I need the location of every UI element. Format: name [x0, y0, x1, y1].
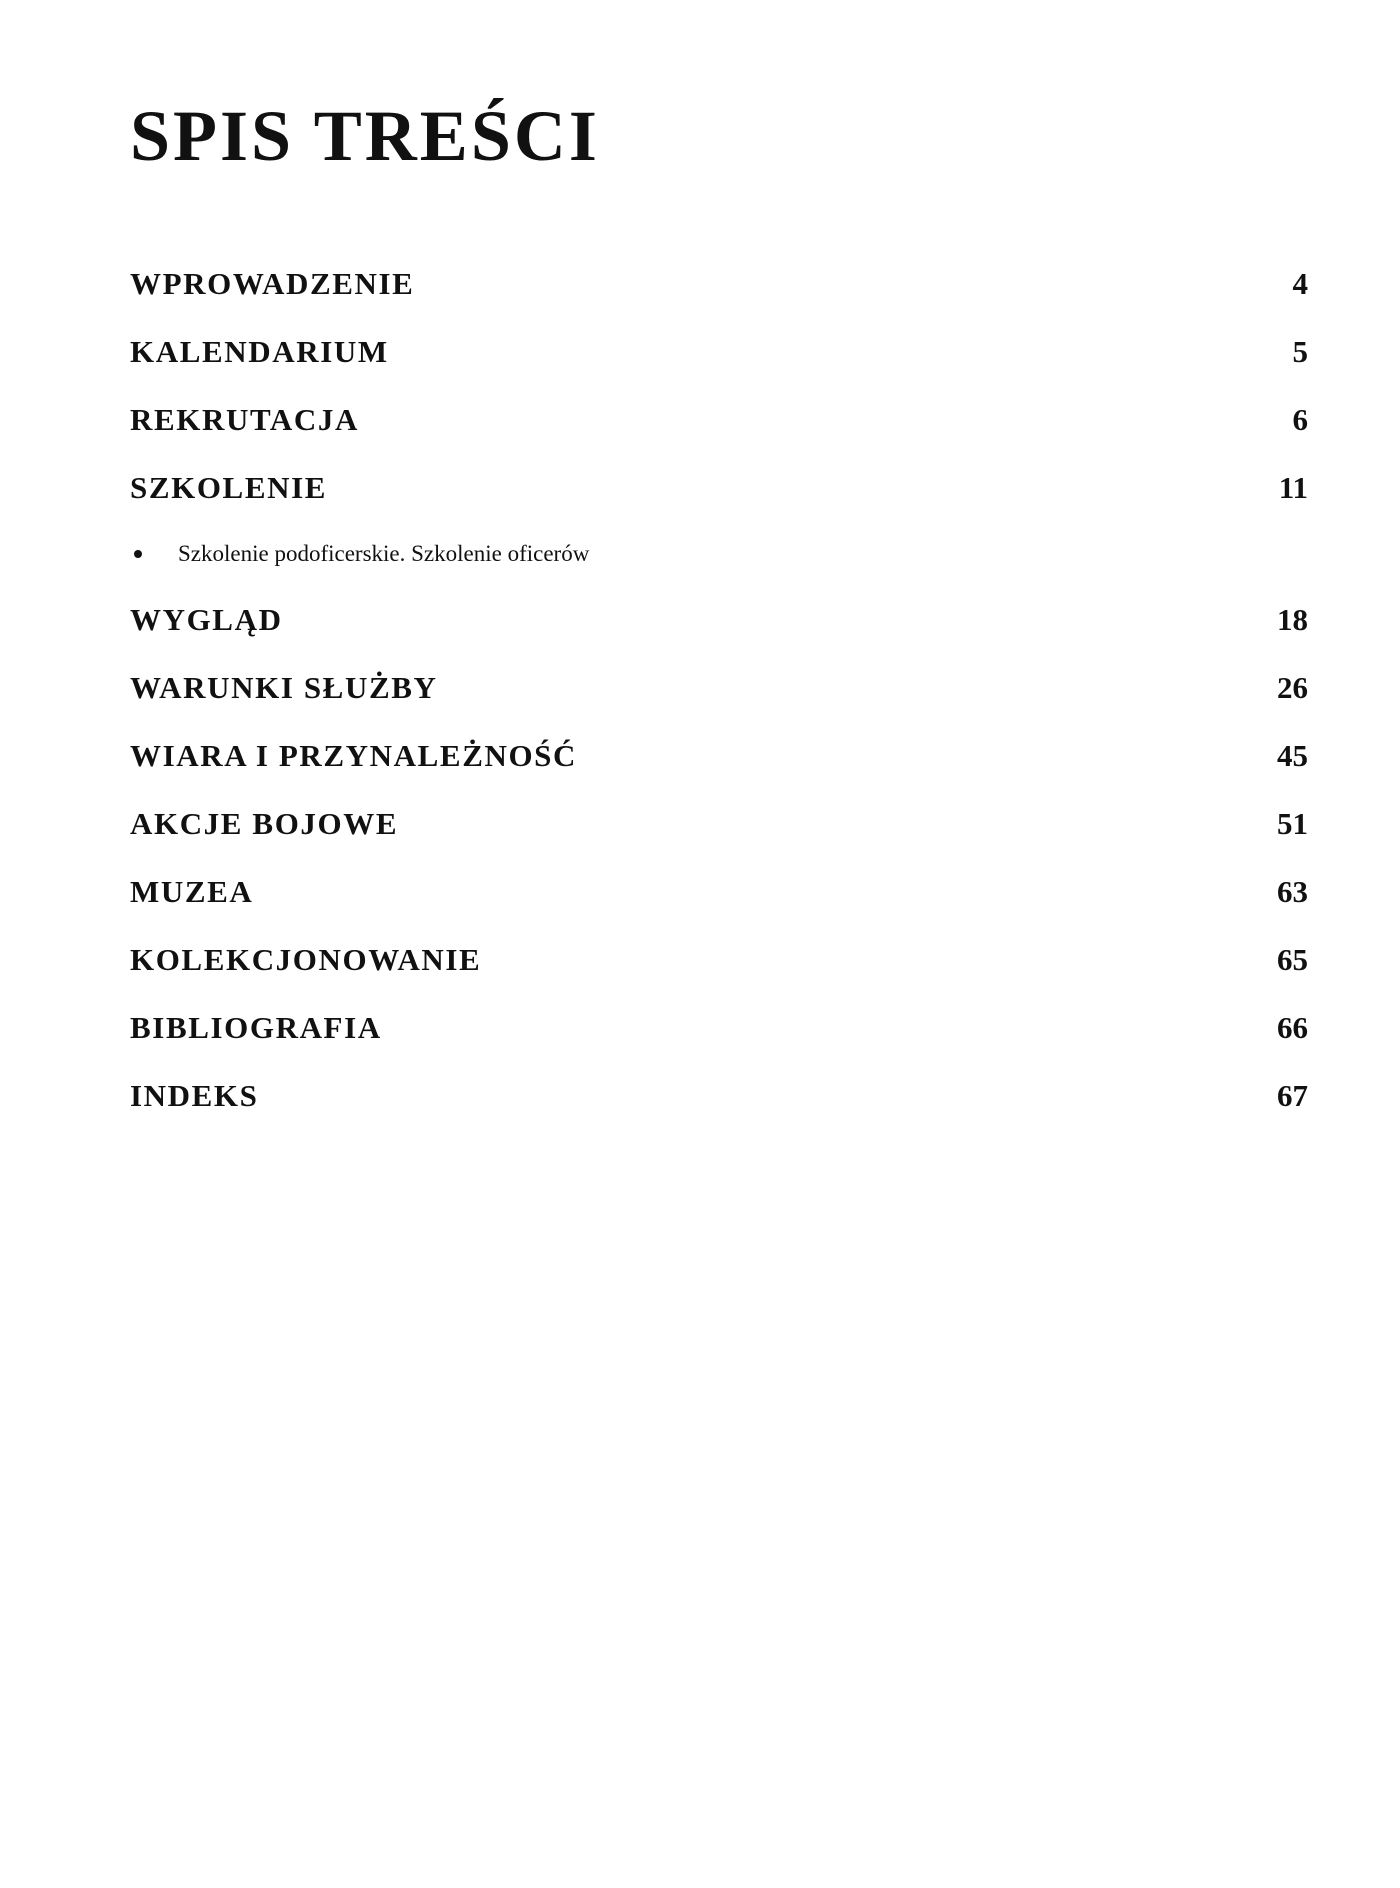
toc-entry-rekrutacja[interactable] [130, 386, 1308, 454]
toc-entry-page: 4 [1292, 266, 1308, 301]
toc-entry-wiara[interactable] [130, 722, 1308, 790]
toc-entry-akcje-bojowe[interactable] [130, 790, 1308, 858]
toc-entry-bibliografia[interactable] [130, 994, 1308, 1062]
toc-entry-label: WYGLĄD [130, 602, 283, 637]
toc-entry-muzea[interactable] [130, 858, 1308, 926]
toc-entry-page: 51 [1277, 806, 1308, 841]
toc-entry-page: 63 [1277, 874, 1308, 909]
page-title: SPIS TREŚCI [130, 96, 600, 176]
toc-entry-label: REKRUTACJA [130, 402, 359, 437]
toc-entry-wprowadzenie[interactable] [130, 250, 1308, 318]
table-of-contents [130, 250, 1308, 1130]
toc-entry-label: KOLEKCJONOWANIE [130, 942, 482, 977]
toc-entry-page: 67 [1277, 1078, 1308, 1113]
toc-entry-page: 65 [1277, 942, 1308, 977]
toc-entry-kolekcjonowanie[interactable] [130, 926, 1308, 994]
toc-entry-page: 11 [1278, 470, 1308, 505]
toc-entry-label: BIBLIOGRAFIA [130, 1010, 382, 1045]
toc-entry-label: WIARA I PRZYNALEŻNOŚĆ [130, 738, 577, 773]
toc-entry-warunki-sluzby[interactable] [130, 654, 1308, 722]
toc-entry-page: 18 [1277, 602, 1308, 637]
toc-entry-page: 5 [1292, 334, 1308, 369]
toc-entry-label: INDEKS [130, 1078, 259, 1113]
toc-entry-page: 26 [1277, 670, 1308, 705]
toc-entry-wyglad[interactable] [130, 586, 1308, 654]
toc-entry-label: AKCJE BOJOWE [130, 806, 399, 841]
toc-entry-page: 6 [1292, 402, 1308, 437]
toc-entry-label: SZKOLENIE [130, 470, 328, 505]
toc-entry-page: 66 [1277, 1010, 1308, 1045]
toc-entry-kalendarium[interactable] [130, 318, 1308, 386]
toc-entry-label: WPROWADZENIE [130, 266, 415, 301]
toc-entry-indeks[interactable] [130, 1062, 1308, 1130]
toc-entry-label: WARUNKI SŁUŻBY [130, 670, 438, 705]
toc-entry-szkolenie[interactable] [130, 454, 1308, 522]
toc-entry-label: MUZEA [130, 874, 254, 909]
toc-subentry-label: Szkolenie podoficerskie. Szkolenie oficerów [178, 541, 590, 566]
toc-entry-page: 45 [1277, 738, 1308, 773]
bullet-icon [134, 550, 142, 558]
toc-subentry-szkolenie[interactable] [130, 522, 1308, 586]
toc-entry-label: KALENDARIUM [130, 334, 389, 369]
